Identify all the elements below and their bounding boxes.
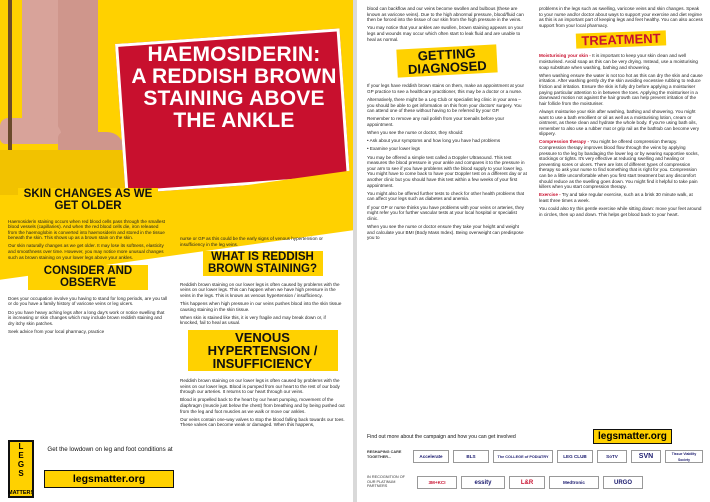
venous-paragraph-1: Reddish brown staining on our lower legs is often caused by problems with the veins on our lower legs. Blood is pumped from our heart to the rest of our body through our arteries. It returns to our heart through our veins. — [180, 378, 340, 395]
partner-logo-essity: essity — [461, 476, 505, 489]
heading-skin-changes: SKIN CHANGES AS WE GET OLDER — [18, 188, 158, 213]
partner-logo-leg-club: LEG CLUB — [557, 450, 593, 463]
partner-logo-tvs: Tissue Viability Society — [665, 450, 703, 463]
heading-what-is-staining: WHAT IS REDDISH BROWN STAINING? — [203, 251, 323, 276]
heading-consider-observe: CONSIDER AND OBSERVE — [28, 265, 148, 290]
diag-bullet-2: • Examine your lower legs — [367, 146, 420, 152]
heading-getting-diagnosed: GETTING DIAGNOSED — [396, 45, 497, 78]
diag-paragraph-5: You may be offered a simple test called a Doppler Ultrasound. This test measures the blood pressure in your ankle and compares it to the pressure in your arm to see if you have problems with the blood supply to your lower leg. You might have to come back to have your Doppler test on a different day or at another clinic but you should have this test within a few weeks of your first appointment. — [367, 154, 527, 188]
diag-paragraph-6: You might also be offered further tests to check for other health problems that can affect your legs such as diabetes and anemia. — [367, 190, 525, 202]
treat-paragraph-5: You could also try this gentle exercise while sitting down: move your feet around in circles, then up and down. This helps get blood back to your heart. — [539, 206, 702, 217]
diag-paragraph-1: If your legs have reddish brown stains on them, make an appointment at your GP practice to see a healthcare practitioner, this may be a doctor or a nurse. — [367, 83, 525, 94]
diag-paragraph-4: When you see the nurse or doctor, they should: — [367, 130, 464, 136]
venous-paragraph-3: Our veins contain one-way valves to stop the blood falling back towards our toes. These valves can become weak or damaged. When this happens, — [180, 416, 345, 428]
page-left — [0, 0, 353, 502]
what-paragraph-2: This happens when high pressure in our veins pushes blood into the skin tissue causing staining in the skin tissue. — [180, 301, 342, 312]
skin-paragraph-2: Our skin naturally changes as we get older. It may lose its softness, elasticity and smoothness over time. However, you may notice more unusual changes such as brown staining on your lower legs above your ankles. — [8, 243, 164, 260]
diag-bullet-1: • Ask about your symptoms and how long you have had problems — [367, 138, 501, 144]
partner-logo-accelerate: Accelerate — [413, 450, 449, 463]
promo-url-link[interactable]: legsmatter.org — [44, 470, 174, 488]
consider-paragraph-1: Does your occupation involve you having to stand for long periods, are you tall or do you have a family history of varicose veins or leg ulcers. — [8, 295, 168, 307]
footer-url-link[interactable]: legsmatter.org — [593, 429, 672, 444]
right-paragraph-0: problems in the legs such as swelling, varicose veins and skin changes. Speak to your nurse and/or doctor about ways to support your exercise and diet regime as this is an important part of keeping legs and feet healthy. You can also access support from your local pharmacy. — [539, 6, 703, 28]
heading-treatment: TREATMENT — [576, 31, 666, 49]
legs-matter-badge: L E G S — [8, 440, 34, 498]
partner-logo-3m: 3M+KCI — [417, 476, 457, 489]
promo-text: Get the lowdown on leg and foot conditions at — [47, 446, 173, 453]
partner-logo-bls: BLS — [453, 450, 489, 463]
consider-paragraph-3: Seek advice from your local pharmacy, practice — [8, 328, 105, 334]
diag-paragraph-3: Remember to remove any nail polish from your toenails before your appointment. — [367, 116, 505, 127]
recognition-caption: IN RECOGNITION OF OUR PLATINUM PARTNERS — [367, 475, 405, 489]
page-right — [357, 0, 710, 502]
partner-logo-medtronic: Medtronic — [549, 476, 599, 489]
legs-matter-label: MATTER! — [8, 490, 33, 496]
reshaping-caption: RESHAPING CARE TOGETHER... — [367, 450, 402, 459]
treat-compression: Compression therapy - You might be offered compression therapy. Compression therapy improves blood flow through the veins by applying pressure to the leg by bandaging the lower leg or by wearing supportive socks, stockings or tights. It's very effective at reducing swelling and healing or preventing sores or ulcers. There are lots of different types of compression therapy so ask your nurse to find something that is right for you. Compression can be a little uncomfortable when you first start treatment but any discomfort should reduce as the swelling goes down. You might find it helpful to take pain killers when you start compression therapy. — [539, 139, 699, 190]
treat-paragraph-2: When washing ensure the water is not too hot as this can dry the skin and cause irritation. After washing gently dry the skin avoiding excessive rubbing to reduce friction and irritation. Ensure the skin is fully dry before applying a moisturiser paying particular attention to in between the toes. Applying the moisturiser in a downward motion not against the hair growth can help prevent irritation of the hair follicle from the moisturiser. — [539, 72, 703, 106]
footer-text: Find out more about the campaign and how you can get involved — [367, 434, 516, 440]
partner-logo-urgo: URGO — [603, 476, 643, 489]
partner-logo-svn: SVN — [631, 450, 661, 463]
page-title: HAEMOSIDERIN: A REDDISH BROWN STAINING ABOVE THE ANKLE — [131, 43, 337, 132]
diag-paragraph-2: Alternatively, there might be a Leg Club or specialist leg clinic in your area – you should be able to get information on this from your doctors' surgery. You can attend one of these without having to be referred by your GP. — [367, 96, 522, 114]
venous-paragraph-2: Blood is propelled back to the heart by our heart pumping, movement of the diaphragm (muscle just below the chest) from breathing and by being pushed out from the leg and foot muscles as we walk or move our ankles. — [180, 397, 345, 414]
what-paragraph-1: Reddish brown staining on our lower legs is often caused by problems with the veins on our lower legs. This can happen when we have high pressure in the veins in the legs. This is known as venous hypertension / insufficiency. — [180, 281, 340, 298]
diag-paragraph-8: When you see the nurse or doctor ensure they take your height and weight and calculate your BMI (Body Mass Index). Being overweight can predispose you to — [367, 223, 524, 241]
col2-paragraph-0: nurse or GP as this could be the early signs of venous hypertension or insufficiency in the leg veins. — [180, 236, 323, 247]
treat-moisturising: Moisturising your skin - It is important to keep your skin clean and well moisturised. Avoid soap as this can be very drying. Instead, use a moisturising soap substitute when washing, bathing and showering. — [539, 53, 698, 70]
partner-logo-sotv: SoTV — [597, 450, 627, 463]
partner-logo-lr: L&R — [509, 476, 545, 489]
treat-paragraph-3: Always moisturise your skin after washing, bathing and showering. You might want to use a bath emollient or oil as well as a moisturising lotion, cream or ointment, as these clean and hydrate the whole body. If you're using bath oils, remember to also use a rubber mat or grip rail as the bathtub can become very slippery. — [539, 108, 700, 137]
consider-paragraph-2: Do you have heavy aching legs after a long day's work or notice swelling that is increasing or skin changes which may include brown reddish staining and dry itchy skin patches. — [8, 309, 165, 326]
intro-paragraph-2: You may notice that your ankles are swollen, brown staining appears on your legs and wounds may occur which often start to leak fluid and are unable to heal as normal. — [367, 25, 524, 42]
diag-paragraph-7: If your GP or nurse thinks you have problems with your veins or arteries, they might refer you for further vascular tests at your local hospital or specialist clinic. — [367, 204, 524, 221]
partner-logo-college-podiatry: The COLLEGE of PODIATRY — [493, 450, 553, 463]
heading-venous: VENOUS HYPERTENSION / INSUFFICIENCY — [188, 330, 338, 371]
skin-paragraph-1: Haemosiderin staining occurs when red blood cells pass through the smallest blood vessels (capillaries). And when the red blood cells die, iron released from the haemoglobin is converted into haemosiderin and stored in the tissue beneath the skin. This shows up as a brown stain on the skin. — [8, 218, 166, 241]
what-paragraph-3: When skin is stained like this, it is very fragile and may break down or, if knocked, fail to heal as usual. — [180, 314, 326, 326]
intro-paragraph-1: blood can backflow and our veins become swollen and bulbous (these are known as varicose veins). Due to the high abnormal pressure, blood/fluid can then be forced into the tissue of our skin from the high pressure in the veins. — [367, 6, 524, 23]
treat-exercise: Exercise - Try and take regular exercise, such as a brisk 30 minute walk, at least three times a week. — [539, 192, 693, 203]
